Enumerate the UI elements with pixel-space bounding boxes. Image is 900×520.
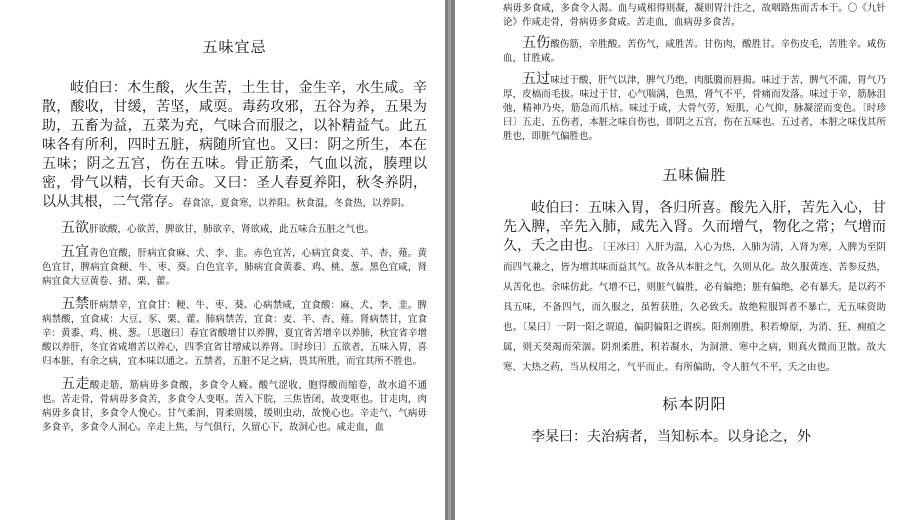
continued-text: 病毋多食咸，多食令人渴。血与咸相得则凝，凝则胃汁注之，故咽路焦而舌本干。〇《九针论》作咸走骨，骨病毋多食咸。苦走血，血病毋多食苦。: [503, 3, 886, 28]
body-wujin: 肝病禁辛，宜食甘：粳、牛、枣、葵。心病禁咸，宜食酸：麻、犬、李、韭。脾病禁酸，宜食咸：大豆、豕、栗、藿。肺病禁苦，宜食：麦、羊、杏、薤。肾病禁甘，宜食辛：黄黍、鸡、桃、葱。〔思邈曰〕春宜省酸增甘以养脾，夏宜省苦增辛以养肺，秋宜省辛增酸以养肝，冬宜省咸增苦以养心，四季宜省甘增咸以养肾。〔时珍曰〕五欲者，五味入胃，喜归本脏，有余之病，宜本味以通之。五禁者，五脏不足之病，畏其所胜，而宜其所不胜也。: [42, 300, 427, 367]
intro-note: 春食凉，夏食寒，以养阳。秋食温，冬食热，以养阴。: [182, 198, 411, 209]
heading-wuyu: 五欲: [61, 220, 89, 236]
body-wushang: 酸伤筋，辛胜酸。苦伤气，咸胜苦。甘伤肉，酸胜甘。辛伤皮毛，苦胜辛。咸伤血，甘胜咸。: [503, 39, 886, 64]
body-wuguo: 味过于酸，肝气以津，脾气乃绝，肉胝䐢而唇揭。味过于苦，脾气不濡，胃气乃厚，皮槁而毛拔。味过于甘，心气喘满，色黑，肾气不平，骨痛而发落。味过于辛，筋脉沮弛，精神乃央，筋急而爪枯。味过于咸，大骨气劳，短肌，心气抑，脉凝涩而变色。〔时珍曰〕五走、五伤者，本脏之味自伤也，即阴之五宫，伤在五味也。五过者，本脏之味伐其所胜也，即脏气偏胜也。: [503, 75, 886, 142]
page-divider: [445, 0, 455, 520]
heading-wuyi: 五宜: [61, 244, 90, 260]
section-title-wuwei-yiji: 五味宜忌: [202, 38, 267, 56]
heading-wuguo: 五过: [522, 71, 551, 87]
paragraph-piansheng: [503, 199, 886, 377]
paragraph-wuyi: [42, 245, 427, 289]
paragraph-biaoben: 李杲曰：夫治病者，当知标本。以身论之，外: [531, 429, 811, 445]
section-title-biaoben-yinyang: 标本阴阳: [662, 395, 727, 413]
body-wuzou: 酸走筋，筋病毋多食酸，多食令人癃。酸气涩收，胞得酸而缩卷，故水道不通也。苦走骨，骨病毋多食苦，多食令人变呕。苦入下脘，三焦皆闭，故变呕也。甘走肉，肉病毋多食甘，多食令人悗心。甘气柔润，胃柔则缓，缓则虫动，故悗心也。辛走气，气病毋多食辛，多食令人洞心。辛走上焦，与气俱行，久留心下，故洞心也。咸走血，血: [42, 380, 427, 433]
paragraph-wushang: [503, 36, 886, 66]
body-wuyu: 肝欲酸，心欲苦，脾欲甘，肺欲辛，肾欲咸，此五味合五脏之气也。: [89, 224, 375, 235]
paragraph-wuguo: [503, 72, 886, 144]
paragraph-wujin: [42, 297, 427, 369]
section-title-wuwei-piansheng: 五味偏胜: [662, 166, 727, 184]
piansheng-note: 〔王冰曰〕入肝为温，入心为热，入肺为清，入肾为寒，入脾为至阴而四气兼之，皆为增其味而益其气。故各从本脏之气，久则从化。故久服黄连、苦参反热，从苦化也。余味仿此。气增不已，则脏气偏胜，必有偏绝；脏有偏绝，必有暴夭。是以药不具五味，不备四气，而久服之，虽暂获胜，久必致夭。故绝粒服饵者不暴亡，无五味资助也。〔杲曰〕一阴一阳之谓道，偏阴偏阳之谓疾。阳剂刚胜，积若燎原，为消、狂、痈疽之属，则天癸竭而荣涸。阴剂柔胜，积若凝水，为洞泄、寒中之病，则真火微而卫散。故大寒、大热之药，当从权用之，气平而止。有所偏助，令人脏气不平，夭之由也。: [503, 242, 886, 373]
paragraph-wuzou: [42, 377, 427, 435]
right-page: [455, 0, 900, 520]
heading-wushang: 五伤: [522, 35, 551, 51]
heading-wuzou: 五走: [61, 376, 90, 392]
piansheng-text: 岐伯曰：五味入胃，各归所喜。酸先入肝，苦先入心，甘先入脾，辛先入肺，咸先入肾。久而增气，物化之常；气增而久，夭之由也。: [503, 200, 886, 254]
intro-text: 岐伯曰：木生酸，火生苦，土生甘，金生辛，水生咸。辛散，酸收，甘缓，苦坚，咸耎。毒药攻邪，五谷为养，五果为助，五畜为益，五菜为充，气味合而服之，以补精益气。此五味各有所利，四时五脏，病随所宜也。又曰：阴之所生，本在五味；阴之五宫，伤在五味。骨正筋柔，气血以流，腠理以密，骨气以精，长有天命。又曰：圣人春夏养阳，秋冬养阴，以从其根，二气常存。: [42, 80, 427, 210]
heading-wujin: 五禁: [61, 296, 90, 312]
left-page: [0, 0, 445, 520]
body-wuyi: 青色宜酸，肝病宜食麻、犬、李、韭。赤色宜苦，心病宜食麦、羊、杏、薤。黄色宜甘，脾病宜食粳、牛、枣、葵。白色宜辛，肺病宜食黄黍、鸡、桃、葱。黑色宜咸，肾病宜食大豆黄卷、猪、栗、藿。: [42, 248, 427, 287]
intro-paragraph: [42, 79, 427, 213]
paragraph-wuyu: [42, 221, 427, 237]
